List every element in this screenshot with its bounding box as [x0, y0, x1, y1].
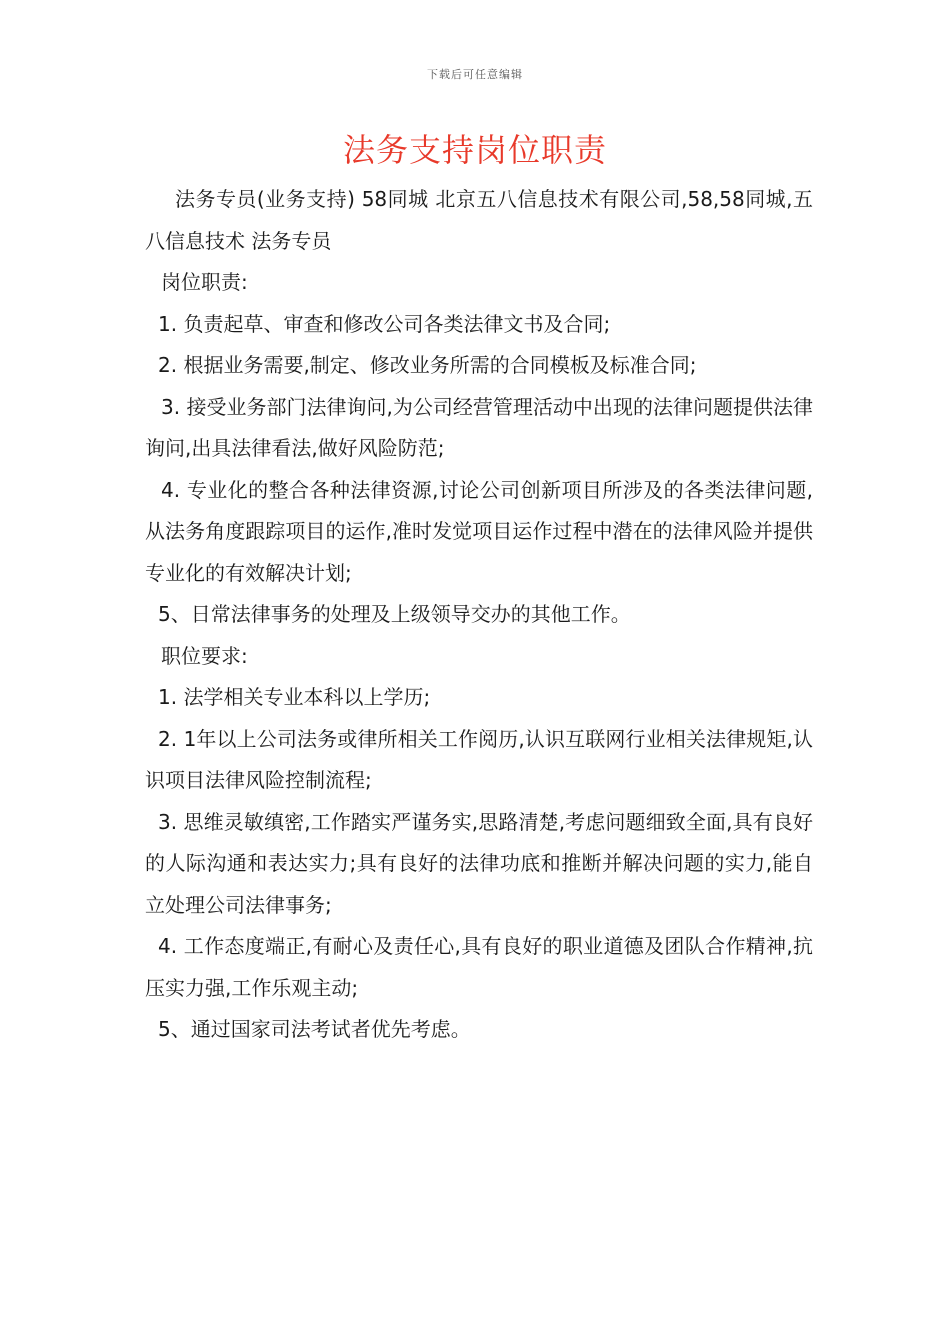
document-body	[145, 179, 813, 1051]
requirement-item: 1. 法学相关专业本科以上学历;	[158, 685, 431, 709]
duty-item: 5、日常法律事务的处理及上级领导交办的其他工作。	[158, 602, 631, 626]
duty-item: 2. 根据业务需要,制定、修改业务所需的合同模板及标准合同;	[158, 353, 697, 377]
requirements-heading: 职位要求:	[161, 643, 248, 668]
requirement-item: 2. 1年以上公司法务或律所相关工作阅历,认识互联网行业相关法律规矩,认识项目法律风险控制流程;	[145, 726, 813, 792]
header-note: 下载后可任意编辑	[427, 68, 523, 81]
requirement-item: 3. 思维灵敏缜密,工作踏实严谨务实,思路清楚,考虑问题细致全面,具有良好的人际沟通和表达实力;具有良好的法律功底和推断并解决问题的实力,能自立处理公司法律事务;	[145, 809, 813, 917]
duty-item: 3. 接受业务部门法律询问,为公司经营管理活动中出现的法律问题提供法律询问,出具法律看法,做好风险防范;	[145, 394, 813, 460]
duties-heading: 岗位职责:	[161, 270, 248, 294]
duty-item: 1. 负责起草、审查和修改公司各类法律文书及合同;	[158, 311, 611, 336]
duty-item: 4. 专业化的整合各种法律资源,讨论公司创新项目所涉及的各类法律问题,从法务角度跟踪项目的运作,准时发觉项目运作过程中潜在的法律风险并提供专业化的有效解决计划;	[145, 477, 813, 585]
requirement-item: 4. 工作态度端正,有耐心及责任心,具有良好的职业道德及团队合作精神,抗压实力强,工作乐观主动;	[145, 934, 813, 1000]
intro-paragraph: 法务专员(业务支持) 58同城 北京五八信息技术有限公司,58,58同城,五八信息技术 法务专员	[145, 187, 813, 253]
document-title: 法务支持岗位职责	[342, 131, 607, 169]
requirement-item: 5、通过国家司法考试者优先考虑。	[158, 1017, 471, 1041]
